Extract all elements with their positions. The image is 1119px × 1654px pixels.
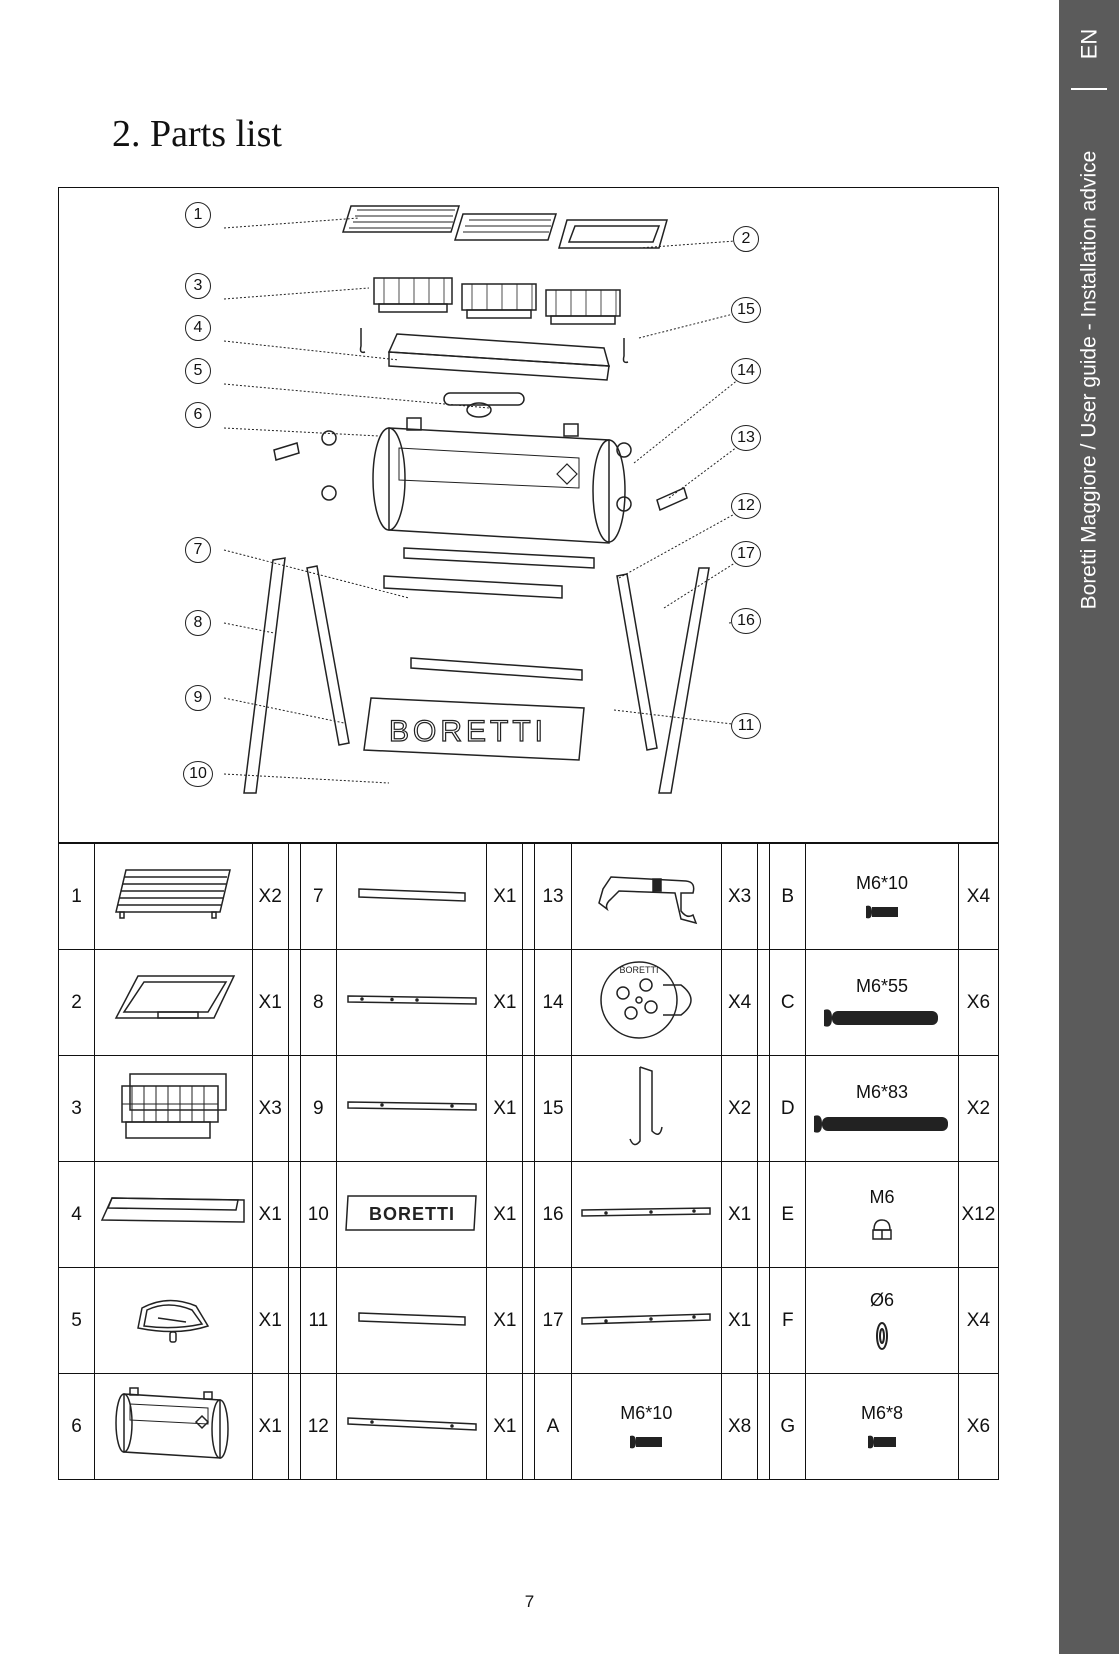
column-gap (758, 950, 770, 1056)
part-picture (571, 1374, 721, 1480)
part-picture (806, 1056, 958, 1162)
hardware-spec: M6 (869, 1187, 895, 1207)
column-gap (758, 1162, 770, 1268)
part-quantity: X1 (487, 844, 523, 950)
part-quantity: X4 (722, 950, 758, 1056)
thermometer-icon (128, 1288, 218, 1348)
part-picture (336, 844, 486, 950)
part-picture (336, 1374, 486, 1480)
part-picture (806, 844, 958, 950)
part-number: 16 (535, 1162, 571, 1268)
parts-table (58, 843, 999, 1480)
bolt-icon (812, 1113, 952, 1135)
leg-icon (342, 1412, 482, 1436)
part-quantity: X1 (487, 1268, 523, 1374)
part-picture (95, 1268, 253, 1374)
part-picture (806, 1162, 958, 1268)
charcoal-basket-icon (108, 1066, 238, 1146)
part-quantity: X1 (722, 1162, 758, 1268)
part-picture (806, 1268, 958, 1374)
part-picture (336, 1162, 486, 1268)
part-quantity: X4 (958, 844, 998, 950)
column-gap (523, 1162, 535, 1268)
barrel-icon (108, 1384, 238, 1464)
grill-grate-icon (108, 864, 238, 924)
part-number: C (770, 950, 806, 1056)
hardware-spec: M6*83 (856, 1082, 909, 1102)
callout-17: 17 (731, 541, 761, 567)
bolt-icon (866, 1434, 898, 1450)
callout-2: 2 (733, 226, 759, 252)
svg-text:BORETTI: BORETTI (619, 964, 659, 975)
column-gap (758, 844, 770, 950)
column-gap (758, 1056, 770, 1162)
bolt-icon (628, 1434, 664, 1450)
part-picture (95, 844, 253, 950)
part-picture (95, 1056, 253, 1162)
leg-icon (576, 1200, 716, 1224)
part-picture (95, 1374, 253, 1480)
leader-lines (224, 218, 749, 783)
part-number: D (770, 1056, 806, 1162)
sidebar-divider (1071, 88, 1107, 90)
part-quantity: X1 (487, 1162, 523, 1268)
ash-pan-icon (98, 1192, 248, 1232)
part-picture (571, 1056, 721, 1162)
callout-6: 6 (185, 402, 211, 428)
column-gap (523, 950, 535, 1056)
part-number: 7 (300, 844, 336, 950)
part-number: 6 (59, 1374, 95, 1480)
part-number: B (770, 844, 806, 950)
part-number: 4 (59, 1162, 95, 1268)
guide-title: Boretti Maggiore / User guide - Installation advice (1077, 150, 1101, 610)
rail-icon (347, 1303, 477, 1333)
part-quantity: X4 (958, 1268, 998, 1374)
part-quantity: X3 (252, 1056, 288, 1162)
column-gap (523, 844, 535, 950)
part-quantity: X1 (252, 950, 288, 1056)
column-gap (288, 1374, 300, 1480)
part-number: 15 (535, 1056, 571, 1162)
hook-icon (616, 1061, 676, 1151)
vent-disc-icon (581, 955, 711, 1045)
callout-8: 8 (185, 610, 211, 636)
part-number: 3 (59, 1056, 95, 1162)
language-label: EN (1076, 28, 1101, 60)
page-title: 2. Parts list (112, 113, 282, 155)
callout-12: 12 (731, 493, 761, 519)
part-picture (806, 1374, 958, 1480)
part-quantity: X6 (958, 1374, 998, 1480)
table-row (59, 950, 999, 1056)
part-picture (336, 1056, 486, 1162)
part-quantity: X2 (722, 1056, 758, 1162)
column-gap (523, 1374, 535, 1480)
handle-icon (581, 859, 711, 929)
hardware-spec: Ø6 (870, 1290, 895, 1310)
part-number: 13 (535, 844, 571, 950)
svg-text:BORETTI: BORETTI (389, 715, 548, 748)
callout-10: 10 (183, 761, 213, 787)
logo-panel-icon (342, 1190, 482, 1234)
part-quantity: X2 (958, 1056, 998, 1162)
rail-icon (347, 879, 477, 909)
column-gap (288, 844, 300, 950)
part-number: A (535, 1374, 571, 1480)
part-quantity: X3 (722, 844, 758, 950)
sidebar (1059, 0, 1119, 1654)
column-gap (288, 1268, 300, 1374)
column-gap (758, 1268, 770, 1374)
callout-9: 9 (185, 685, 211, 711)
part-number: E (770, 1162, 806, 1268)
part-quantity: X8 (722, 1374, 758, 1480)
callout-1: 1 (185, 202, 211, 228)
table-row (59, 1268, 999, 1374)
part-picture (336, 950, 486, 1056)
callout-16: 16 (731, 608, 761, 634)
callout-11: 11 (731, 713, 761, 739)
part-number: 2 (59, 950, 95, 1056)
part-number: 14 (535, 950, 571, 1056)
bolt-icon (822, 1007, 942, 1029)
part-number: 17 (535, 1268, 571, 1374)
leg-icon (576, 1306, 716, 1330)
column-gap (288, 950, 300, 1056)
svg-text:BORETTI: BORETTI (368, 1203, 455, 1224)
hardware-spec: M6*10 (620, 1403, 673, 1423)
part-number: 5 (59, 1268, 95, 1374)
column-gap (288, 1056, 300, 1162)
part-quantity: X1 (252, 1374, 288, 1480)
hardware-spec: M6*55 (856, 976, 909, 996)
table-row (59, 844, 999, 950)
hardware-spec: M6*8 (861, 1403, 904, 1423)
part-number: 11 (300, 1268, 336, 1374)
part-picture (95, 1162, 253, 1268)
bolt-icon (864, 904, 900, 920)
leg-icon (342, 1094, 482, 1118)
part-picture (571, 950, 721, 1056)
part-number: G (770, 1374, 806, 1480)
tray-icon (108, 970, 238, 1030)
callout-5: 5 (185, 358, 211, 384)
column-gap (288, 1162, 300, 1268)
cap-nut-icon (870, 1218, 894, 1242)
callout-13: 13 (731, 425, 761, 451)
page-number: 7 (524, 1592, 535, 1611)
leg-icon (342, 988, 482, 1012)
part-picture (806, 950, 958, 1056)
part-quantity: X1 (252, 1268, 288, 1374)
column-gap (523, 1056, 535, 1162)
column-gap (758, 1374, 770, 1480)
part-picture (336, 1268, 486, 1374)
part-number: 8 (300, 950, 336, 1056)
callout-14: 14 (731, 358, 761, 384)
hardware-spec: M6*10 (856, 873, 909, 893)
part-number: 12 (300, 1374, 336, 1480)
part-picture (95, 950, 253, 1056)
part-quantity: X2 (252, 844, 288, 950)
callout-4: 4 (185, 315, 211, 341)
part-quantity: X12 (958, 1162, 998, 1268)
part-number: 1 (59, 844, 95, 950)
part-quantity: X1 (252, 1162, 288, 1268)
table-row (59, 1374, 999, 1480)
callout-15: 15 (731, 297, 761, 323)
table-row (59, 1056, 999, 1162)
exploded-diagram (58, 187, 999, 843)
part-quantity: X1 (487, 1056, 523, 1162)
part-number: 9 (300, 1056, 336, 1162)
part-picture (571, 844, 721, 950)
table-row (59, 1162, 999, 1268)
part-quantity: X1 (722, 1268, 758, 1374)
part-quantity: X1 (487, 950, 523, 1056)
callout-3: 3 (185, 273, 211, 299)
washer-icon (875, 1321, 889, 1351)
part-number: 10 (300, 1162, 336, 1268)
part-picture (571, 1162, 721, 1268)
language-label-box (1059, 0, 1119, 88)
part-quantity: X1 (487, 1374, 523, 1480)
part-picture (571, 1268, 721, 1374)
guide-title-box (1059, 100, 1119, 660)
part-number: F (770, 1268, 806, 1374)
column-gap (523, 1268, 535, 1374)
callout-7: 7 (185, 537, 211, 563)
part-quantity: X6 (958, 950, 998, 1056)
